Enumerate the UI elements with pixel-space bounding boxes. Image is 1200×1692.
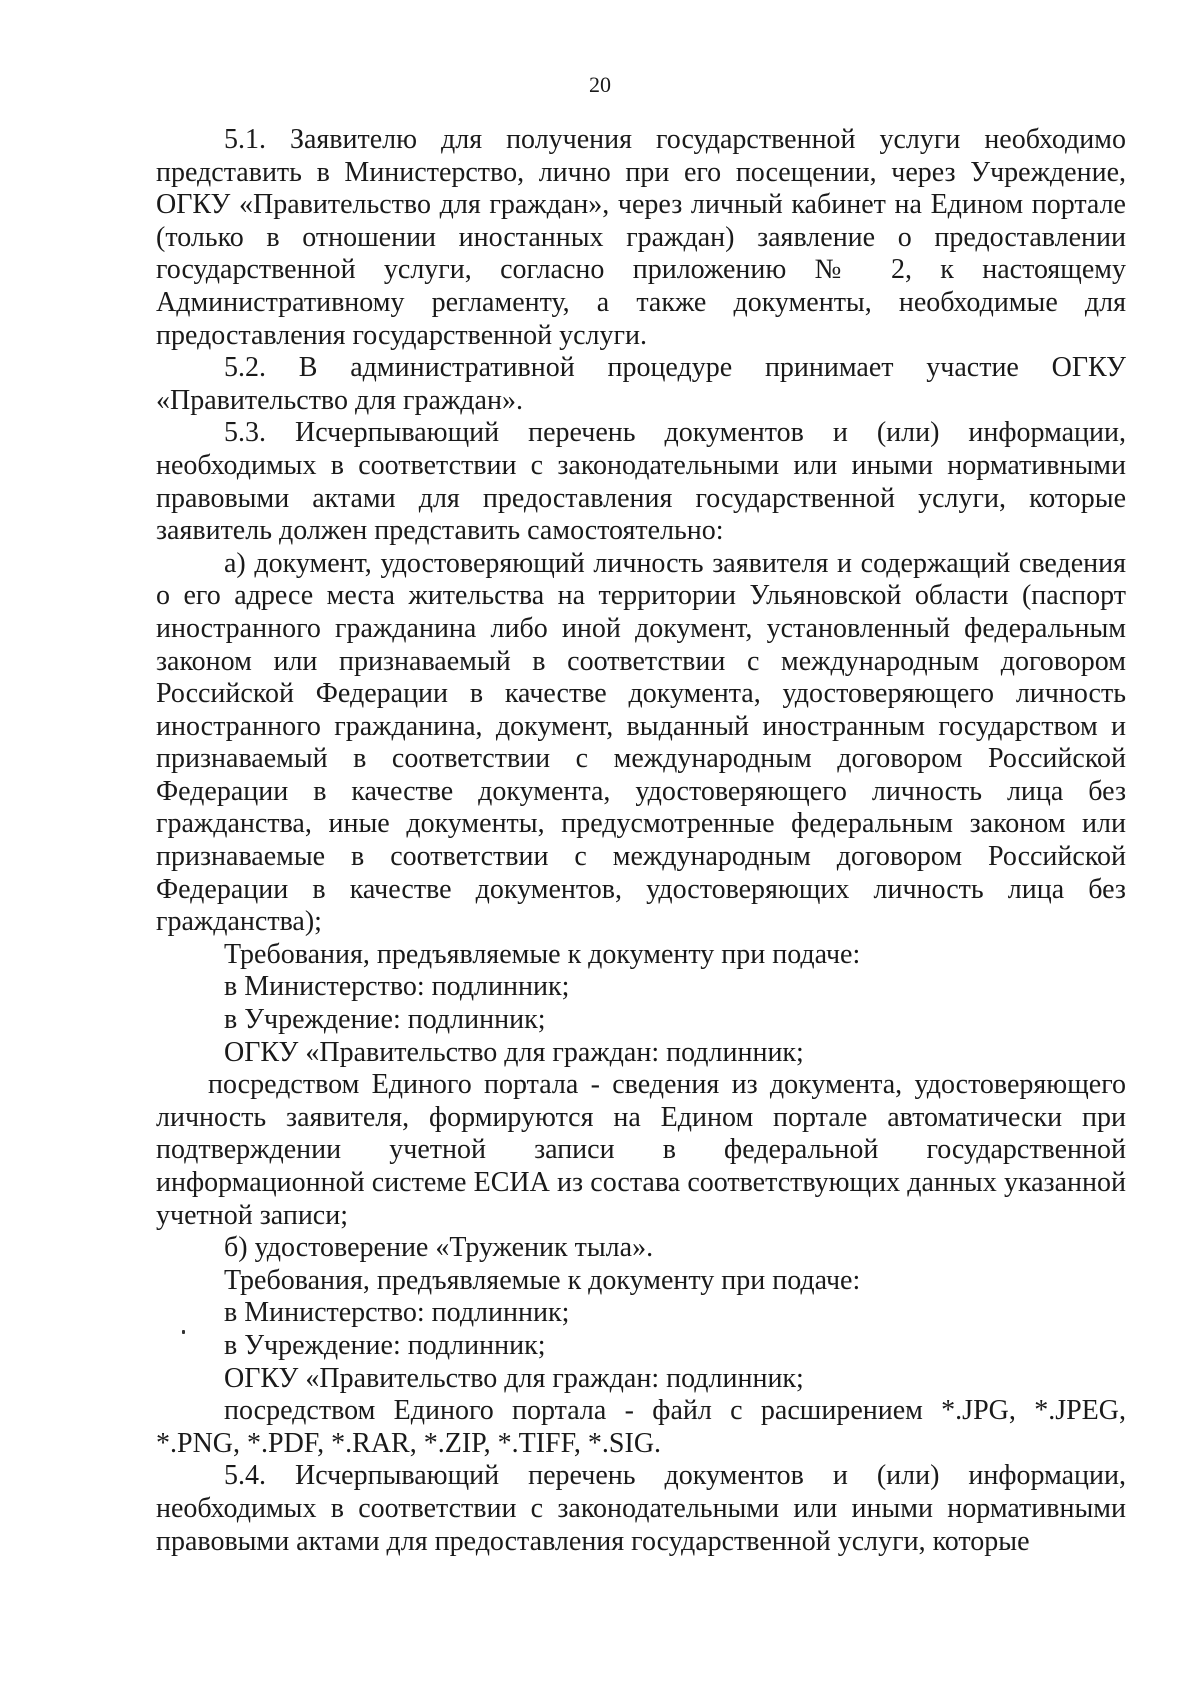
paragraph-5-4: 5.4. Исчерпывающий перечень документов и (или) информации, необходимых в соответствии с законодательными или иными нормативными правовыми актами для предоставления государственной услуги, которые [156, 1460, 1126, 1557]
list-item-b: б) удостоверение «Труженик тыла». [224, 1232, 654, 1264]
requirement-a-portal: посредством Единого портала - сведения из документа, удостоверяющего личность заявителя, формируются на Едином портале автоматически при подтверждении учетной записи в федеральной государственной информационной системе ЕСИА из состава соответствующих данных указанной учетной записи; [156, 1069, 1126, 1231]
paragraph-5-1: 5.1. Заявителю для получения государственной услуги необходимо представить в Министерство, лично при его посещении, через Учреждение, ОГКУ «Правительство для граждан», через личный кабинет на Едином портале (только в отношении иностанных граждан) заявление о предоставлении государственной услуги, согласно приложению № 2, к настоящему Административному регламенту, а также документы, необходимые для предоставления государственной услуги. [156, 124, 1126, 351]
requirement-b-ogku: ОГКУ «Правительство для граждан: подлинник; [224, 1362, 804, 1394]
requirement-b-ministry: в Министерство: подлинник; [224, 1297, 570, 1329]
scan-speck [182, 1330, 185, 1334]
paragraph-5-3: 5.3. Исчерпывающий перечень документов и (или) информации, необходимых в соответствии с законодательными или иными нормативными правовыми актами для предоставления государственной услуги, которые заявитель должен представить самостоятельно: [156, 417, 1126, 547]
requirement-b-institution: в Учреждение: подлинник; [224, 1329, 546, 1361]
requirement-b-portal: посредством Единого портала - файл с расширением *.JPG, *.JPEG, *.PNG, *.PDF, *.RAR, *.ZIP, *.TIFF, *.SIG. [156, 1395, 1126, 1459]
requirements-title-a: Требования, предъявляемые к документу при подаче: [224, 938, 861, 970]
page-number: 20 [589, 72, 611, 97]
requirement-a-ministry: в Министерство: подлинник; [224, 971, 570, 1003]
paragraph-5-2: 5.2. В административной процедуре принимает участие ОГКУ «Правительство для граждан». [156, 352, 1126, 416]
requirement-a-institution: в Учреждение: подлинник; [224, 1004, 546, 1036]
list-item-a: а) документ, удостоверяющий личность заявителя и содержащий сведения о его адресе места жительства на территории Ульяновской области (паспорт иностранного гражданина либо иной документ, установленный федеральным законом или признаваемый в соответствии с международным договором Российской Федерации в качестве документа, удостоверяющего личность иностранного гражданина, документ, выданный иностранным государством и признаваемый в соответствии с международным договором Российской Федерации в качестве документа, удостоверяющего личность лица без гражданства, иные документы, предусмотренные федеральным законом или признаваемые в соответствии с международным договором Российской Федерации в качестве документов, удостоверяющих личность лица без гражданства); [156, 547, 1126, 938]
requirement-a-ogku: ОГКУ «Правительство для граждан: подлинник; [224, 1036, 804, 1068]
requirements-title-b: Требования, предъявляемые к документу при подаче: [224, 1264, 861, 1296]
document-body [156, 124, 1126, 1558]
